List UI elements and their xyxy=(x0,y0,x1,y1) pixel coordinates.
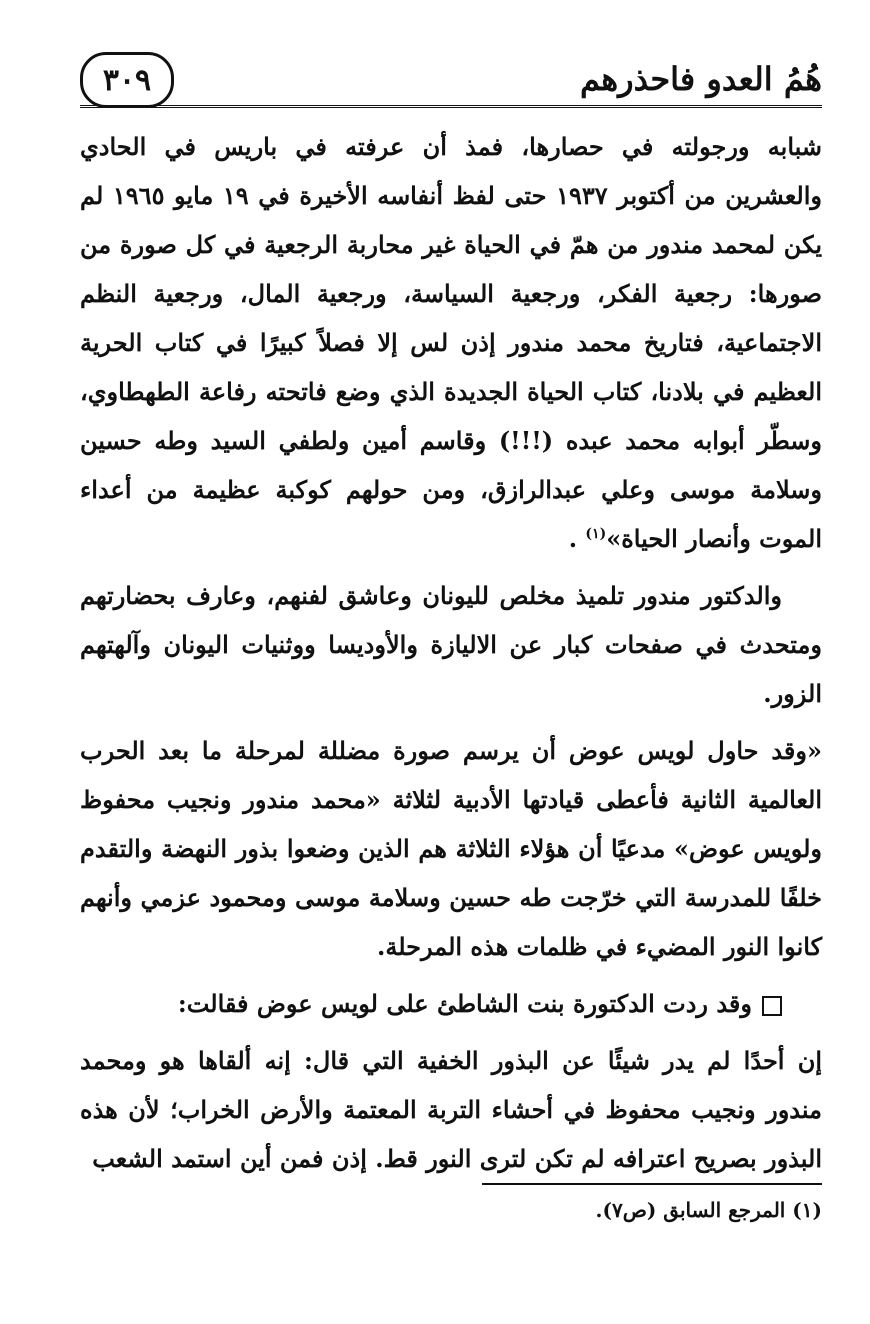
body-text xyxy=(80,122,822,1191)
page-header xyxy=(80,50,822,108)
paragraph-4-text: وقد ردت الدكتورة بنت الشاطئ على لويس عوض فقالت: xyxy=(177,989,752,1018)
paragraph-5: إن أحدًا لم يدر شيئًا عن البذور الخفية التي قال: إنه ألقاها هو ومحمد مندور ونجيب محفوظ في أحشاء التربة المعتمة والأرض الخراب؛ لأن هذه البذور بصريح اعترافه لم تكن لترى النور قط. إذن فمن أين استمد الشعب xyxy=(80,1046,822,1173)
header-rule xyxy=(80,105,822,108)
paragraph-1-text: شبابه ورجولته في حصارها، فمذ أن عرفته في باريس في الحادي والعشرين من أكتوبر ١٩٣٧ حتى لفظ أنفاسه الأخيرة في ١٩ مايو ١٩٦٥ لم يكن لمحمد مندور من همّ في الحياة غير محاربة الرجعية في كل صورة من صورها: رجعية الفكر، ورجعية السياسة، ورجعية المال، ورجعية النظم الاجتماعية، فتاريخ محمد مندور إذن لس إلا فصلاً كبيرًا في كتاب الحرية العظيم في بلادنا، كتاب الحياة الجديدة الذي وضع فاتحته رفاعة الطهطاوي، وسطّر أبوابه محمد عبده (!!!) وقاسم أمين ولطفي السيد وطه حسين وسلامة موسى وعلي عبدالرازق، ومن حولهم كوكبة عظيمة من أعداء الموت وأنصار الحياة» xyxy=(80,132,823,553)
footnote-rule xyxy=(482,1183,822,1185)
paragraph-3: «وقد حاول لويس عوض أن يرسم صورة مضللة لمرحلة ما بعد الحرب العالمية الثانية فأعطى قيادتها الأدبية لثلاثة «محمد مندور ونجيب محفوظ ولويس عوض» مدعيًا أن هؤلاء الثلاثة هم الذين وضعوا بذور النهضة والتقدم خلفًا للمدرسة التي خرّجت طه حسين وسلامة موسى ومحمود عزمي وأنهم كانوا النور المضيء في ظلمات هذه المرحلة. xyxy=(80,736,823,961)
footnote-reference: (١) xyxy=(585,526,607,542)
paragraph-1-end: . xyxy=(568,524,586,553)
paragraph-1 xyxy=(80,122,822,563)
running-title: هُمُ العدو فاحذرهم xyxy=(579,60,822,98)
page-number: ٣٠٩ xyxy=(80,52,174,108)
footnote: (١) المرجع السابق (ص٧). xyxy=(595,1198,822,1222)
paragraph-4 xyxy=(80,979,822,1028)
paragraph-2: والدكتور مندور تلميذ مخلص لليونان وعاشق لفنهم، وعارف بحضارتهم ومتحدث في صفحات كبار عن الاليازة والأوديسا ووثنيات اليونان وآلهتهم الزور. xyxy=(80,581,822,708)
box-marker-icon xyxy=(762,996,782,1016)
